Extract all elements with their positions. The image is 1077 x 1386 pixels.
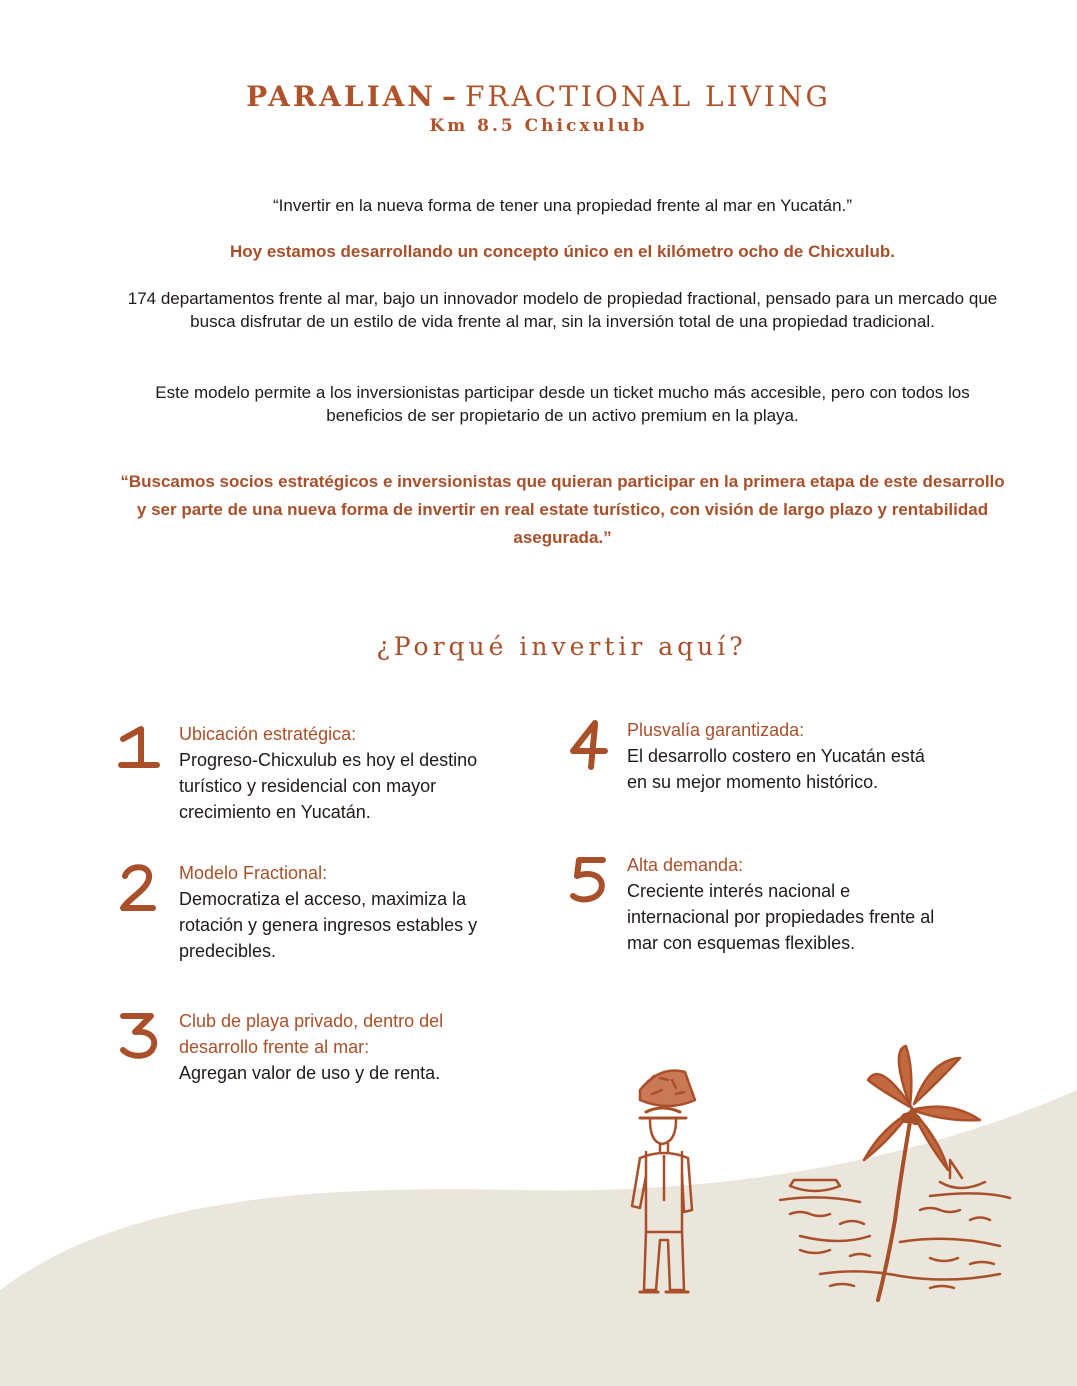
reason-body: Agregan valor de uso y de renta. bbox=[179, 1063, 441, 1083]
number-3-glyph bbox=[117, 1008, 167, 1078]
reason-body: Democratiza el acceso, maximiza la rotación y genera ingresos estables y predecibles. bbox=[179, 889, 478, 961]
number-2-glyph bbox=[117, 860, 167, 930]
investor-callout: “Buscamos socios estratégicos e inversionistas que quieran participar en la primera etapa de este desarrollo y ser parte de una nueva forma de invertir en real estate turístico, con visión de largo plazo y rentabilidad asegurada.” bbox=[120, 472, 1005, 547]
number-1-glyph bbox=[117, 721, 167, 791]
reason-title: Modelo Fractional: bbox=[179, 863, 328, 883]
reason-title: Ubicación estratégica: bbox=[179, 724, 357, 744]
reason-body: Creciente interés nacional e internacional por propiedades frente al mar con esquemas flexibles. bbox=[627, 881, 935, 953]
intro-quote bbox=[120, 194, 1005, 217]
page-title bbox=[0, 80, 1077, 114]
intro-paragraph-2 bbox=[120, 381, 1005, 427]
number-5-glyph bbox=[565, 852, 615, 922]
reason-title: Plusvalía garantizada: bbox=[627, 720, 805, 740]
reason-body: Progreso-Chicxulub es hoy el destino turístico y residencial con mayor crecimiento en Yucatán. bbox=[179, 750, 478, 822]
reason-title: Alta demanda: bbox=[627, 855, 744, 875]
number-4-glyph bbox=[565, 717, 615, 787]
intro-paragraph-2-text: Este modelo permite a los inversionistas participar desde un ticket mucho más accesible, pero con todos los beneficios de ser propietario de un activo premium en la playa. bbox=[155, 383, 970, 425]
title-block bbox=[0, 80, 1077, 136]
intro-highlight-text: Hoy estamos desarrollando un concepto único en el kilómetro ocho de Chicxulub. bbox=[229, 242, 895, 261]
intro-highlight bbox=[120, 240, 1005, 263]
brand-name: PARALIAN bbox=[246, 80, 436, 113]
intro-paragraph-1-text: 174 departamentos frente al mar, bajo un innovador modelo de propiedad fractional, pensado para un mercado que busca disfrutar de un estilo de vida frente al mar, sin la inversión total de una propiedad tradicional. bbox=[127, 289, 998, 331]
title-dash: – bbox=[441, 80, 459, 113]
title-tagline: FRACTIONAL LIVING bbox=[464, 80, 831, 113]
reason-title: Club de playa privado, dentro del desarrollo frente al mar: bbox=[179, 1011, 444, 1057]
reason-body: El desarrollo costero en Yucatán está en su mejor momento histórico. bbox=[627, 746, 925, 792]
section-title: ¿Porqué invertir aquí? bbox=[376, 632, 747, 661]
intro-quote-text: “Invertir en la nueva forma de tener una propiedad frente al mar en Yucatán.” bbox=[273, 196, 852, 215]
intro-paragraph-1 bbox=[120, 287, 1005, 333]
location-subtitle: Km 8.5 Chicxulub bbox=[429, 116, 648, 136]
